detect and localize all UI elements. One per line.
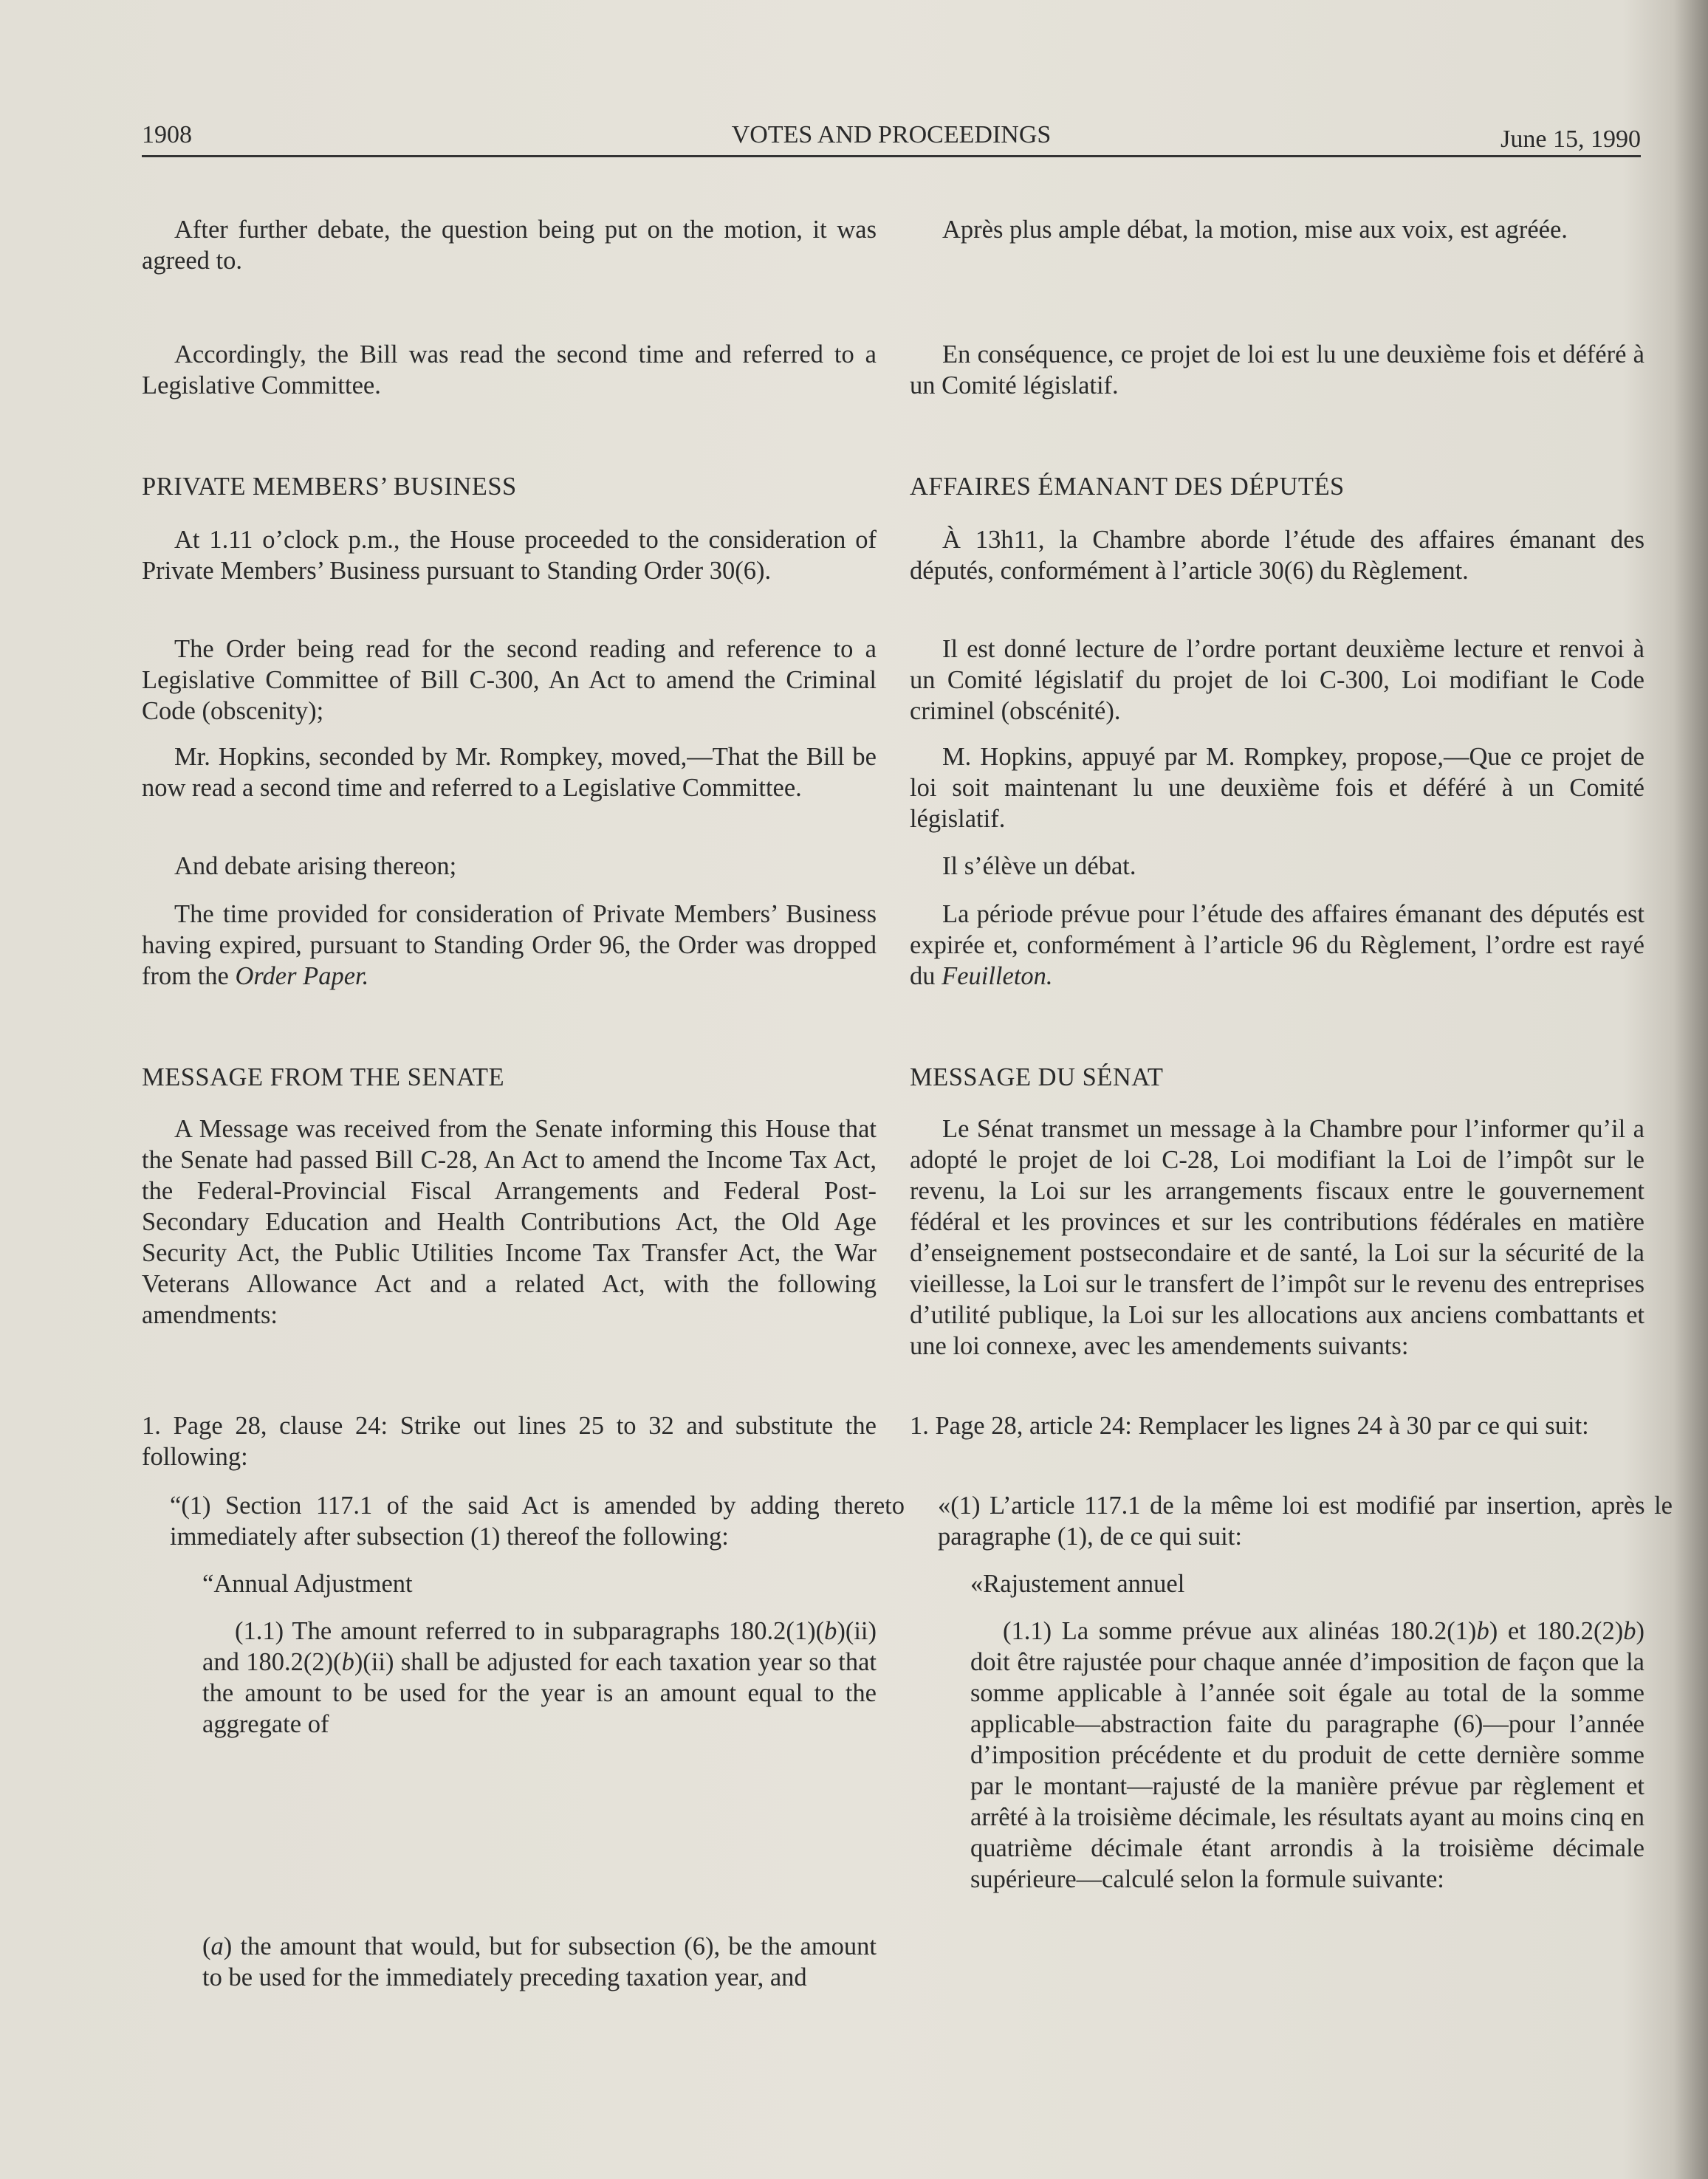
en-paragraph-2: Accordingly, the Bill was read the second time and referred to a Legislative Committee. [142,340,877,399]
fr-paragraph-1: Après plus ample débat, la motion, mise aux voix, est agréée. [942,216,1568,244]
en-paragraph-1: After further debate, the question being put on the motion, it was agreed to. [142,216,877,275]
en-paragraph-6: And debate arising thereon; [174,852,457,880]
fr-paragraph-7: La période prévue pour l’étude des affaires émanant des députés est expirée et, conformément à l’article 96 du Règlement, l’ordre est rayé du Feuilleton. [910,900,1644,990]
fr-heading-private-members: AFFAIRES ÉMANANT DES DÉPUTÉS [910,473,1345,501]
fr-quote-heading: «Rajustement annuel [970,1570,1185,1598]
en-paragraph-9: 1. Page 28, clause 24: Strike out lines 25 to 32 and substitute the following: [142,1412,877,1471]
fr-paragraph-3: À 13h11, la Chambre aborde l’étude des affaires émanant des députés, conformément à l’article 30(6) du Règlement. [910,526,1644,585]
journal-title: VOTES AND PROCEEDINGS [731,121,1052,148]
en-quote-subsection: (1.1) The amount referred to in subparagraphs 180.2(1)(b)(ii) and 180.2(2)(b)(ii) shall be adjusted for each taxation year so that the amount to be used for the year is an amount equal to the aggregate of [202,1617,877,1738]
en-paragraph-7: The time provided for consideration of Private Members’ Business having expired, pursuant to Standing Order 96, the Order was dropped from the Order Paper. [142,900,877,990]
page-date: June 15, 1990 [1500,126,1641,153]
en-quote-item-a: (a) the amount that would, but for subsection (6), be the amount to be used for the immediately preceding taxation year, and [202,1932,877,1991]
en-heading-private-members: PRIVATE MEMBERS’ BUSINESS [142,473,517,501]
fr-heading-senate-message: MESSAGE DU SÉNAT [910,1063,1164,1091]
en-quote-heading: “Annual Adjustment [202,1570,413,1598]
fr-paragraph-6: Il s’élève un débat. [942,852,1136,880]
fr-paragraph-2: En conséquence, ce projet de loi est lu une deuxième fois et déféré à un Comité législatif. [910,340,1644,399]
en-heading-senate-message: MESSAGE FROM THE SENATE [142,1063,505,1091]
fr-quote-1: «(1) L’article 117.1 de la même loi est modifié par insertion, après le paragraphe (1), de ce qui suit: [938,1492,1673,1551]
fr-quote-subsection: (1.1) La somme prévue aux alinéas 180.2(1)b) et 180.2(2)b) doit être rajustée pour chaque année d’imposition de façon que la somme applicable à l’année soit égale au total de la somme applicable—abstraction faite du paragraphe (6)—pour l’année d’imposition précédente et du produit de cette dernière somme par le montant—rajusté de la manière prévue par règlement et arrêté à la troisième décimale, les résultats ayant au moins cinq en quatrième décimale étant arrondis à la troisième décimale supérieure—calculé selon la formule suivante: [970,1617,1644,1893]
page-number: 1908 [142,121,192,148]
fr-paragraph-8: Le Sénat transmet un message à la Chambre pour l’informer qu’il a adopté le projet de loi C-28, Loi modifiant la Loi de l’impôt sur le revenu, la Loi sur les arrangements fiscaux entre le gouvernement fédéral et les provinces et sur les contributions fédérales en matière d’enseignement postsecondaire et de santé, la Loi sur la sécurité de la vieillesse, la Loi sur le transfert de l’impôt sur le revenu des entreprises d’utilité publique, la Loi sur les allocations aux anciens combattants et une loi connexe, avec les amendements suivants: [910,1115,1644,1360]
fr-paragraph-9: 1. Page 28, article 24: Remplacer les lignes 24 à 30 par ce qui suit: [910,1412,1589,1440]
en-paragraph-3: At 1.11 o’clock p.m., the House proceeded to the consideration of Private Members’ Business pursuant to Standing Order 30(6). [142,526,877,585]
en-paragraph-5: Mr. Hopkins, seconded by Mr. Rompkey, moved,—That the Bill be now read a second time and referred to a Legislative Committee. [142,743,877,802]
fr-paragraph-4: Il est donné lecture de l’ordre portant deuxième lecture et renvoi à un Comité législatif du projet de loi C-300, Loi modifiant le Code criminel (obscénité). [910,635,1644,725]
page-header [142,118,1641,157]
en-paragraph-8: A Message was received from the Senate informing this House that the Senate had passed Bill C-28, An Act to amend the Income Tax Act, the Federal-Provincial Fiscal Arrangements and Federal Post-Secondary Education and Health Contributions Act, the Old Age Security Act, the Public Utilities Income Tax Transfer Act, the War Veterans Allowance Act and a related Act, with the following amendments: [142,1115,877,1329]
en-quote-1: “(1) Section 117.1 of the said Act is amended by adding thereto immediately after subsection (1) thereof the following: [170,1492,905,1551]
en-paragraph-4: The Order being read for the second reading and reference to a Legislative Committee of Bill C-300, An Act to amend the Criminal Code (obscenity); [142,635,877,725]
fr-paragraph-5: M. Hopkins, appuyé par M. Rompkey, propose,—Que ce projet de loi soit maintenant lu une deuxième fois et déféré à un Comité législatif. [910,743,1644,833]
